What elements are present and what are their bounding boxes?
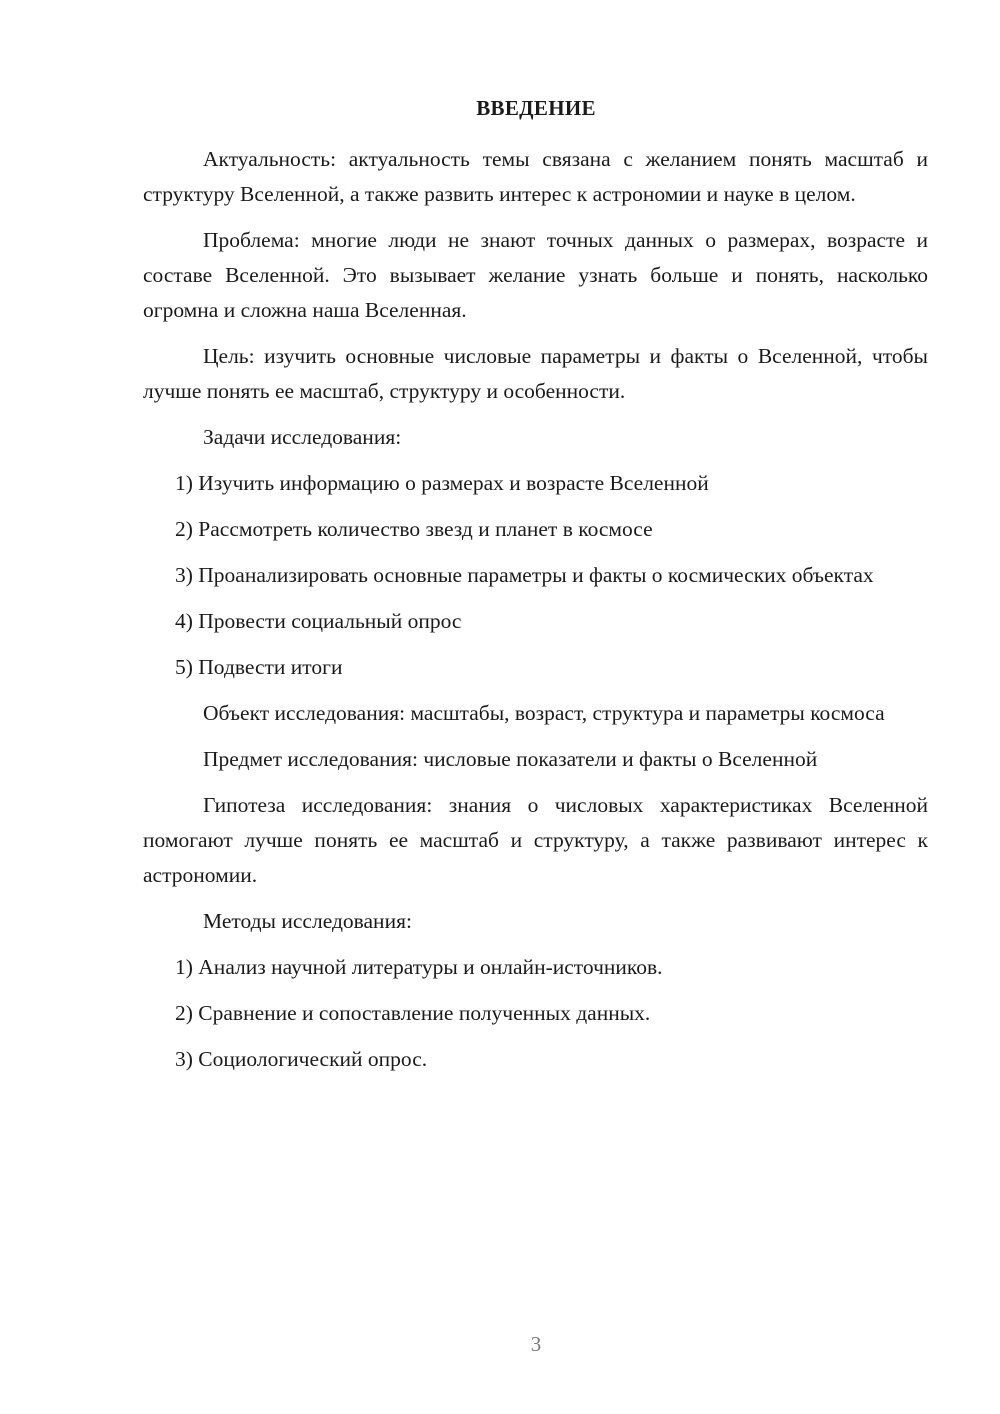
task-item: 1) Изучить информацию о размерах и возрасте Вселенной bbox=[175, 471, 709, 495]
goal-paragraph: Цель: изучить основные числовые параметры и факты о Вселенной, чтобы лучше понять ее масштаб, структуру и особенности. bbox=[143, 344, 928, 403]
methods-heading: Методы исследования: bbox=[203, 909, 412, 933]
task-item: 5) Подвести итоги bbox=[175, 655, 343, 679]
object-paragraph: Объект исследования: масштабы, возраст, структура и параметры космоса bbox=[203, 701, 885, 725]
subject-paragraph: Предмет исследования: числовые показатели и факты о Вселенной bbox=[203, 747, 818, 771]
method-item: 2) Сравнение и сопоставление полученных данных. bbox=[175, 1001, 651, 1025]
task-item: 4) Провести социальный опрос bbox=[175, 609, 462, 633]
method-item: 3) Социологический опрос. bbox=[175, 1047, 428, 1071]
hypothesis-paragraph: Гипотеза исследования: знания о числовых характеристиках Вселенной помогают лучше понять ее масштаб и структуру, а также развивают интерес к астрономии. bbox=[143, 793, 928, 887]
method-item: 1) Анализ научной литературы и онлайн-источников. bbox=[175, 955, 663, 979]
page-number: 3 bbox=[530, 1332, 542, 1356]
document-body bbox=[143, 142, 928, 1088]
problem-paragraph: Проблема: многие люди не знают точных данных о размерах, возрасте и составе Вселенной. Это вызывает желание узнать больше и понять, насколько огромна и сложна наша Вселенная. bbox=[143, 228, 928, 322]
relevance-paragraph: Актуальность: актуальность темы связана с желанием понять масштаб и структуру Вселенной, а также развить интерес к астрономии и науке в целом. bbox=[143, 147, 928, 206]
task-item: 2) Рассмотреть количество звезд и планет в космосе bbox=[175, 517, 653, 541]
page-title: ВВЕДЕНИЕ bbox=[476, 96, 596, 120]
task-item: 3) Проанализировать основные параметры и факты о космических объектах bbox=[175, 563, 874, 587]
tasks-heading: Задачи исследования: bbox=[203, 425, 402, 449]
